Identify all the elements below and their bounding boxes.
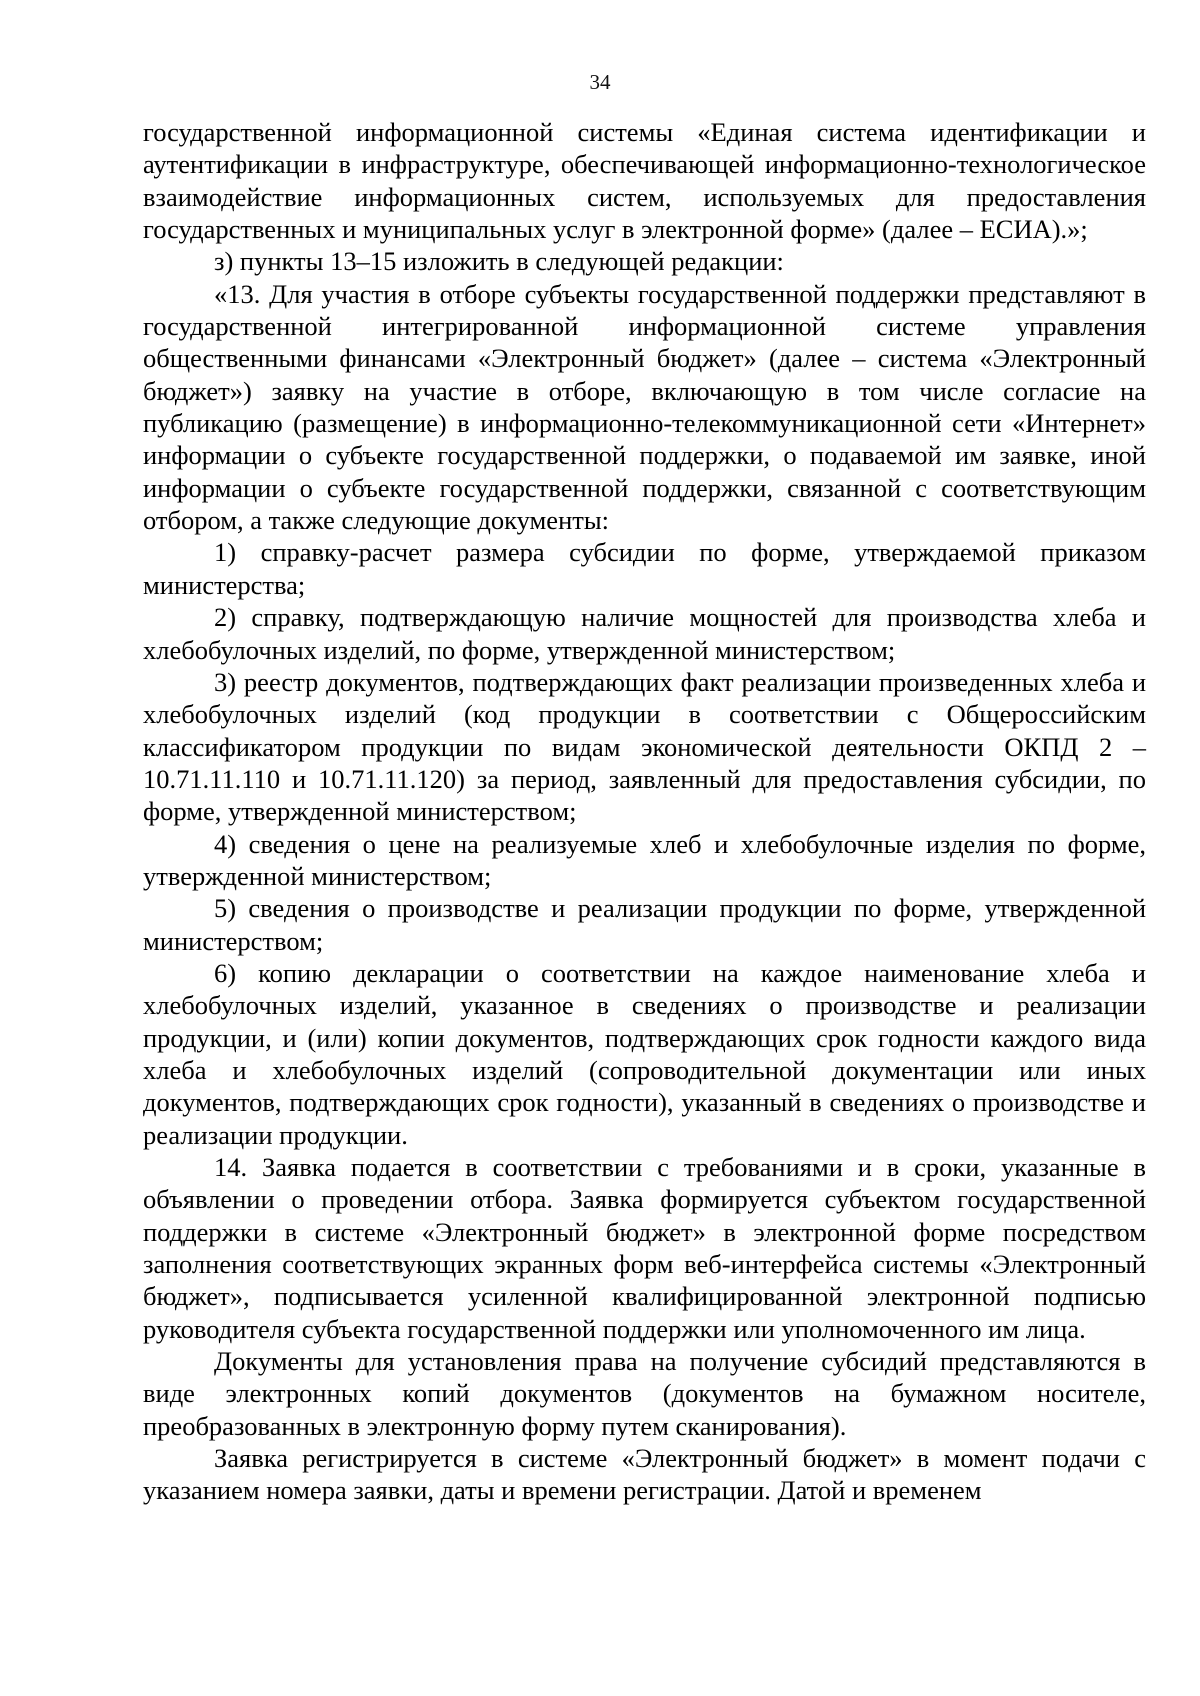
paragraph-documents-scans: Документы для установления права на получение субсидий представляются в виде электронных копий документов (документов на бумажном носителе, преобразованных в электронную форму путем сканирования). xyxy=(143,1346,1146,1441)
paragraph-amendment-z: з) пункты 13–15 изложить в следующей редакции: xyxy=(214,246,784,277)
paragraph-esia-continuation: государственной информационной системы «Единая система идентификации и аутентификации в инфраструктуре, обеспечивающей информационно-технологическое взаимодействие информационных систем, используемых для предоставления государственных и муниципальных услуг в электронной форме» (далее – ЕСИА).»; xyxy=(143,117,1146,245)
document-body xyxy=(143,116,1146,1507)
list-item-1: 1) справку-расчет размера субсидии по форме, утверждаемой приказом министерства; xyxy=(143,537,1146,600)
list-item-6: 6) копию декларации о соответствии на каждое наименование хлеба и хлебобулочных изделий, указанное в сведениях о производстве и реализации продукции, и (или) копии документов, подтверждающих срок годности каждого вида хлеба и хлебобулочных изделий (сопроводительной документации или иных документов, подтверждающих срок годности), указанный в сведениях о производстве и реализации продукции. xyxy=(143,957,1146,1150)
list-item-2: 2) справку, подтверждающую наличие мощностей для производства хлеба и хлебобулочных изделий, по форме, утвержденной министерством; xyxy=(143,602,1146,665)
paragraph-item-13: «13. Для участия в отборе субъекты государственной поддержки представляют в государственной интегрированной информационной системе управления общественными финансами «Электронный бюджет» (далее – система «Электронный бюджет») заявку на участие в отборе, включающую в том числе согласие на публикацию (размещение) в информационно-телекоммуникационной сети «Интернет» информации о субъекте государственной поддержки, о подаваемой им заявке, иной информации о субъекте государственной поддержки, связанной с соответствующим отбором, а также следующие документы: xyxy=(143,278,1146,536)
page-number: 34 xyxy=(589,70,611,94)
list-item-4: 4) сведения о цене на реализуемые хлеб и хлебобулочные изделия по форме, утвержденной министерством; xyxy=(143,828,1146,891)
list-item-5: 5) сведения о производстве и реализации продукции по форме, утвержденной министерством; xyxy=(143,893,1146,956)
paragraph-registration: Заявка регистрируется в системе «Электронный бюджет» в момент подачи с указанием номера заявки, даты и времени регистрации. Датой и временем xyxy=(143,1443,1146,1506)
list-item-3: 3) реестр документов, подтверждающих факт реализации произведенных хлеба и хлебобулочных изделий (код продукции в соответствии с Общероссийским классификатором продукции по видам экономической деятельности ОКПД 2 – 10.71.11.110 и 10.71.11.120) за период, заявленный для предоставления субсидии, по форме, утвержденной министерством; xyxy=(143,666,1146,827)
paragraph-item-14: 14. Заявка подается в соответствии с требованиями и в сроки, указанные в объявлении о проведении отбора. Заявка формируется субъектом государственной поддержки в системе «Электронный бюджет» в электронной форме посредством заполнения соответствующих экранных форм веб-интерфейса системы «Электронный бюджет», подписывается усиленной квалифицированной электронной подписью руководителя субъекта государственной поддержки или уполномоченного им лица. xyxy=(143,1152,1146,1344)
